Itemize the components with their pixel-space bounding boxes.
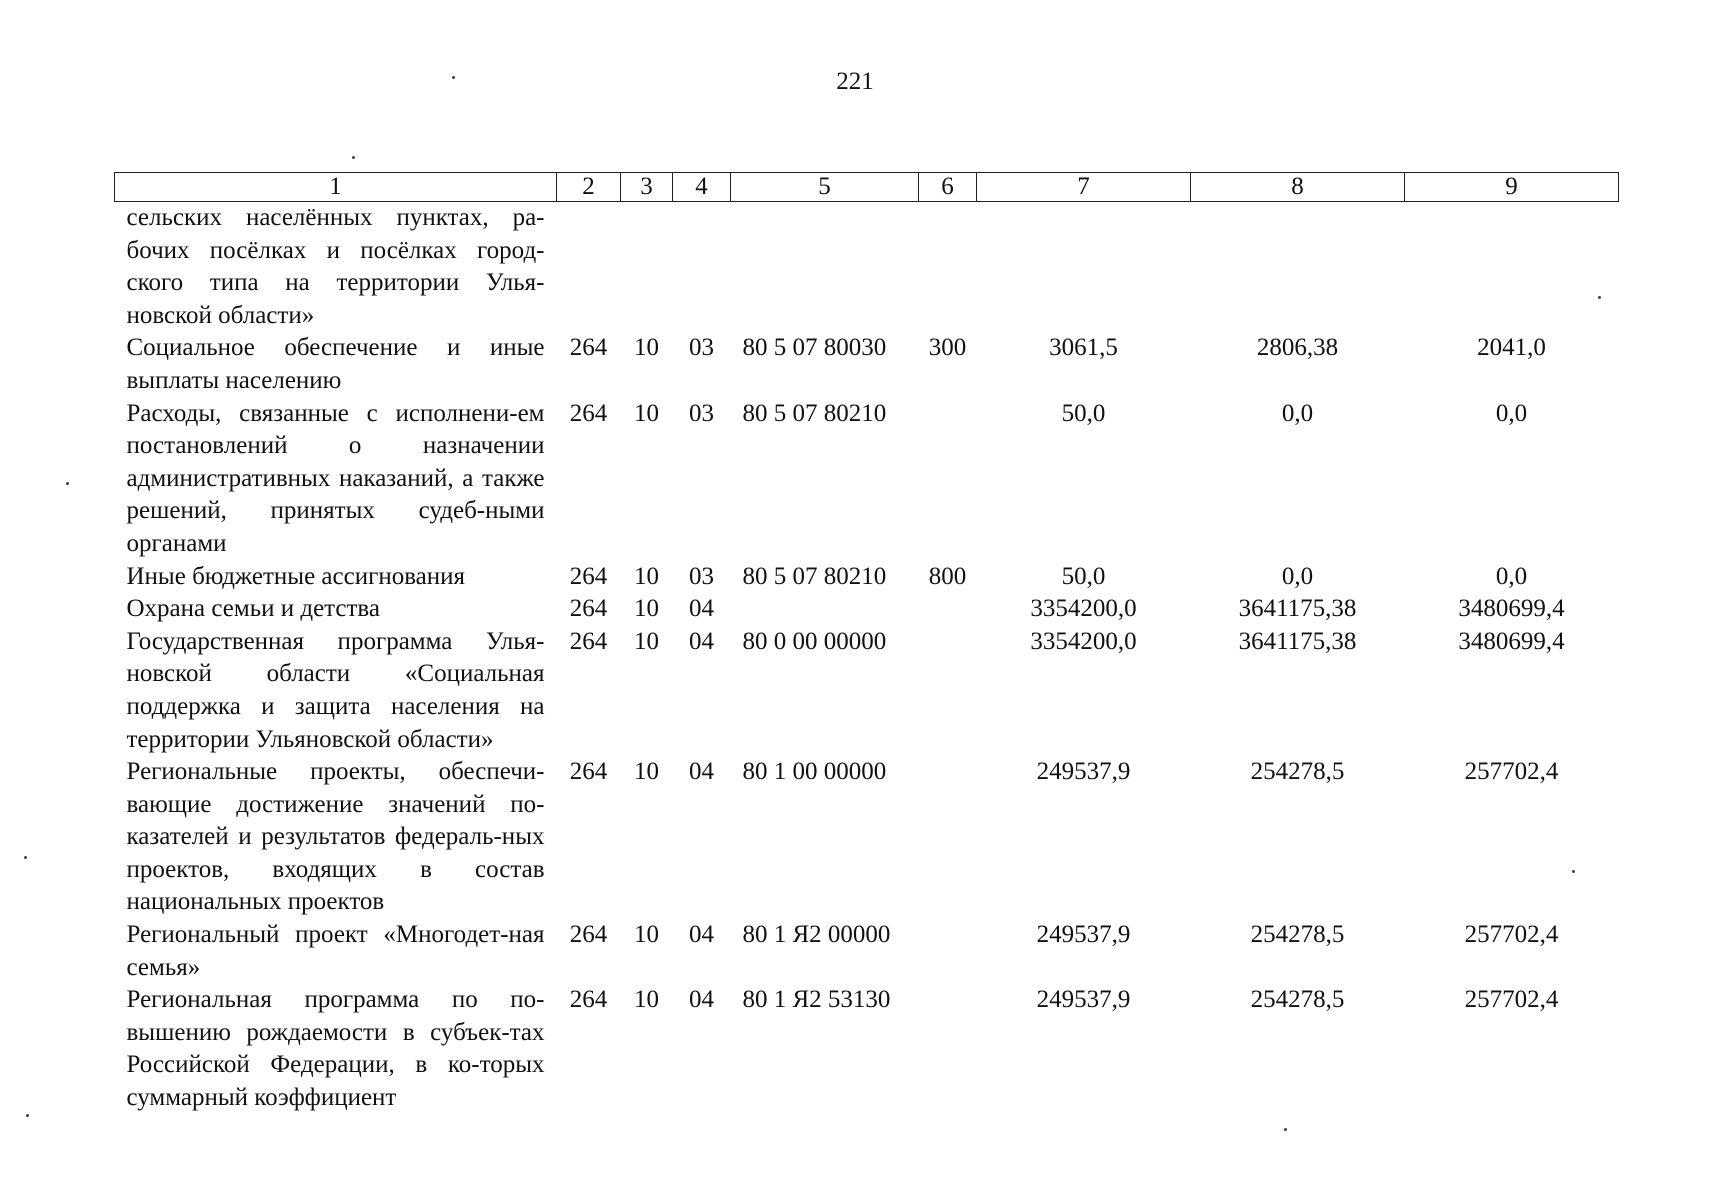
cell-col-7 (977, 202, 1191, 333)
row-description: Региональный проект «Многодет-ная семья» (126, 921, 545, 981)
cell-col-3: 10 (634, 921, 659, 949)
cell-col-3: 10 (634, 627, 659, 655)
table-row (115, 398, 1619, 561)
cell-col-8: 254278,5 (1250, 986, 1345, 1014)
cell-col-4: 03 (689, 399, 714, 427)
cell-col-8 (1191, 202, 1405, 333)
scan-speck (352, 156, 355, 159)
cell-col-2: 264 (569, 399, 608, 427)
row-description: сельских населённых пунктах, ра-бочих посёлках и посёлках город-ского типа на территории Улья-новской области» (126, 204, 545, 329)
row-description: Иные бюджетные ассигнования (126, 562, 466, 590)
cell-col-6 (919, 984, 977, 1114)
scan-speck (26, 1114, 29, 1117)
scan-speck (1572, 870, 1575, 873)
table-row (115, 332, 1619, 397)
cell-col-8: 2806,38 (1256, 334, 1339, 362)
cell-col-3: 10 (634, 595, 659, 623)
header-col-8: 8 (1191, 173, 1405, 202)
cell-col-6 (919, 756, 977, 919)
cell-col-4: 04 (689, 595, 714, 623)
cell-col-4: 04 (689, 986, 714, 1014)
cell-col-5: 80 1 00 00000 (742, 758, 887, 786)
cell-col-2: 264 (569, 334, 608, 362)
cell-col-2: 264 (569, 758, 608, 786)
table-row (115, 593, 1619, 626)
cell-col-5: 80 5 07 80210 (742, 399, 887, 427)
cell-col-6: 800 (928, 562, 967, 590)
header-col-6: 6 (919, 173, 977, 202)
cell-col-9: 257702,4 (1464, 758, 1559, 786)
cell-col-2: 264 (569, 921, 608, 949)
row-description: Региональные проекты, обеспечи-вающие достижение значений по-казателей и результатов федераль-ных проектов, входящих в состав национальных проектов (126, 758, 545, 916)
cell-col-3: 10 (634, 758, 659, 786)
cell-col-2 (557, 202, 621, 333)
row-description: Охрана семьи и детства (126, 595, 380, 623)
cell-col-6 (919, 398, 977, 561)
cell-col-3: 10 (634, 399, 659, 427)
cell-col-7: 3354200,0 (1030, 627, 1137, 655)
cell-col-4: 03 (689, 562, 714, 590)
scan-speck (24, 856, 27, 859)
cell-col-7: 50,0 (1061, 399, 1106, 427)
header-col-5: 5 (731, 173, 919, 202)
cell-col-8: 3641175,38 (1238, 595, 1357, 623)
cell-col-4: 04 (689, 758, 714, 786)
cell-col-3: 10 (634, 334, 659, 362)
cell-col-5 (731, 202, 919, 333)
cell-col-9: 257702,4 (1464, 986, 1559, 1014)
cell-col-6 (919, 593, 977, 626)
table-row (115, 984, 1619, 1114)
cell-col-7: 3061,5 (1049, 334, 1118, 362)
cell-col-9: 0,0 (1495, 399, 1528, 427)
table-body (115, 202, 1619, 1115)
cell-col-9 (1405, 202, 1619, 333)
cell-col-5: 80 5 07 80030 (742, 334, 887, 362)
scan-speck (66, 482, 69, 485)
cell-col-7: 249537,9 (1036, 758, 1131, 786)
cell-col-5: 80 0 00 00000 (742, 627, 887, 655)
cell-col-2: 264 (569, 627, 608, 655)
cell-col-5: 80 1 Я2 00000 (742, 921, 891, 949)
scan-speck (452, 76, 455, 79)
cell-col-7: 249537,9 (1036, 986, 1131, 1014)
cell-col-7: 249537,9 (1036, 921, 1131, 949)
header-col-1: 1 (115, 173, 557, 202)
cell-col-5 (731, 593, 919, 626)
budget-table (114, 172, 1619, 1115)
table-row (115, 756, 1619, 919)
cell-col-4 (673, 202, 731, 333)
cell-col-6: 300 (928, 334, 967, 362)
scan-speck (1284, 1128, 1287, 1131)
table-row (115, 202, 1619, 333)
table-row (115, 561, 1619, 594)
header-col-4: 4 (673, 173, 731, 202)
cell-col-4: 04 (689, 627, 714, 655)
header-col-7: 7 (977, 173, 1191, 202)
cell-col-9: 3480699,4 (1458, 595, 1565, 623)
cell-col-3: 10 (634, 562, 659, 590)
table-row (115, 626, 1619, 756)
cell-col-5: 80 1 Я2 53130 (742, 986, 891, 1014)
cell-col-8: 3641175,38 (1238, 627, 1357, 655)
cell-col-8: 254278,5 (1250, 921, 1345, 949)
row-description: Региональная программа по по-вышению рождаемости в субъек-тах Российской Федерации, в ко-торых суммарный коэффициент (126, 986, 545, 1112)
cell-col-2: 264 (569, 986, 608, 1014)
cell-col-6 (919, 919, 977, 984)
cell-col-7: 3354200,0 (1030, 595, 1137, 623)
scan-speck (1598, 296, 1601, 299)
header-col-2: 2 (557, 173, 621, 202)
cell-col-4: 03 (689, 334, 714, 362)
header-col-3: 3 (621, 173, 673, 202)
cell-col-8: 0,0 (1281, 399, 1314, 427)
cell-col-7: 50,0 (1061, 562, 1106, 590)
row-description: Социальное обеспечение и иные выплаты населению (126, 334, 545, 394)
cell-col-8: 0,0 (1281, 562, 1314, 590)
cell-col-2: 264 (569, 562, 608, 590)
cell-col-2: 264 (569, 595, 608, 623)
cell-col-5: 80 5 07 80210 (742, 562, 887, 590)
cell-col-3 (621, 202, 673, 333)
page-number: 221 (836, 68, 874, 95)
cell-col-6 (919, 202, 977, 333)
cell-col-8: 254278,5 (1250, 758, 1345, 786)
row-description: Расходы, связанные с исполнени-ем постановлений о назначении административных наказаний, а также решений, принятых судеб-ными органами (126, 399, 545, 557)
row-description: Государственная программа Улья-новской области «Социальная поддержка и защита населения на территории Ульяновской области» (126, 627, 545, 753)
cell-col-9: 257702,4 (1464, 921, 1559, 949)
column-number-header (115, 173, 1619, 202)
cell-col-3: 10 (634, 986, 659, 1014)
cell-col-6 (919, 626, 977, 756)
cell-col-9: 0,0 (1495, 562, 1528, 590)
table-row (115, 919, 1619, 984)
cell-col-4: 04 (689, 921, 714, 949)
cell-col-9: 3480699,4 (1458, 627, 1565, 655)
header-col-9: 9 (1405, 173, 1619, 202)
cell-col-9: 2041,0 (1477, 334, 1546, 362)
